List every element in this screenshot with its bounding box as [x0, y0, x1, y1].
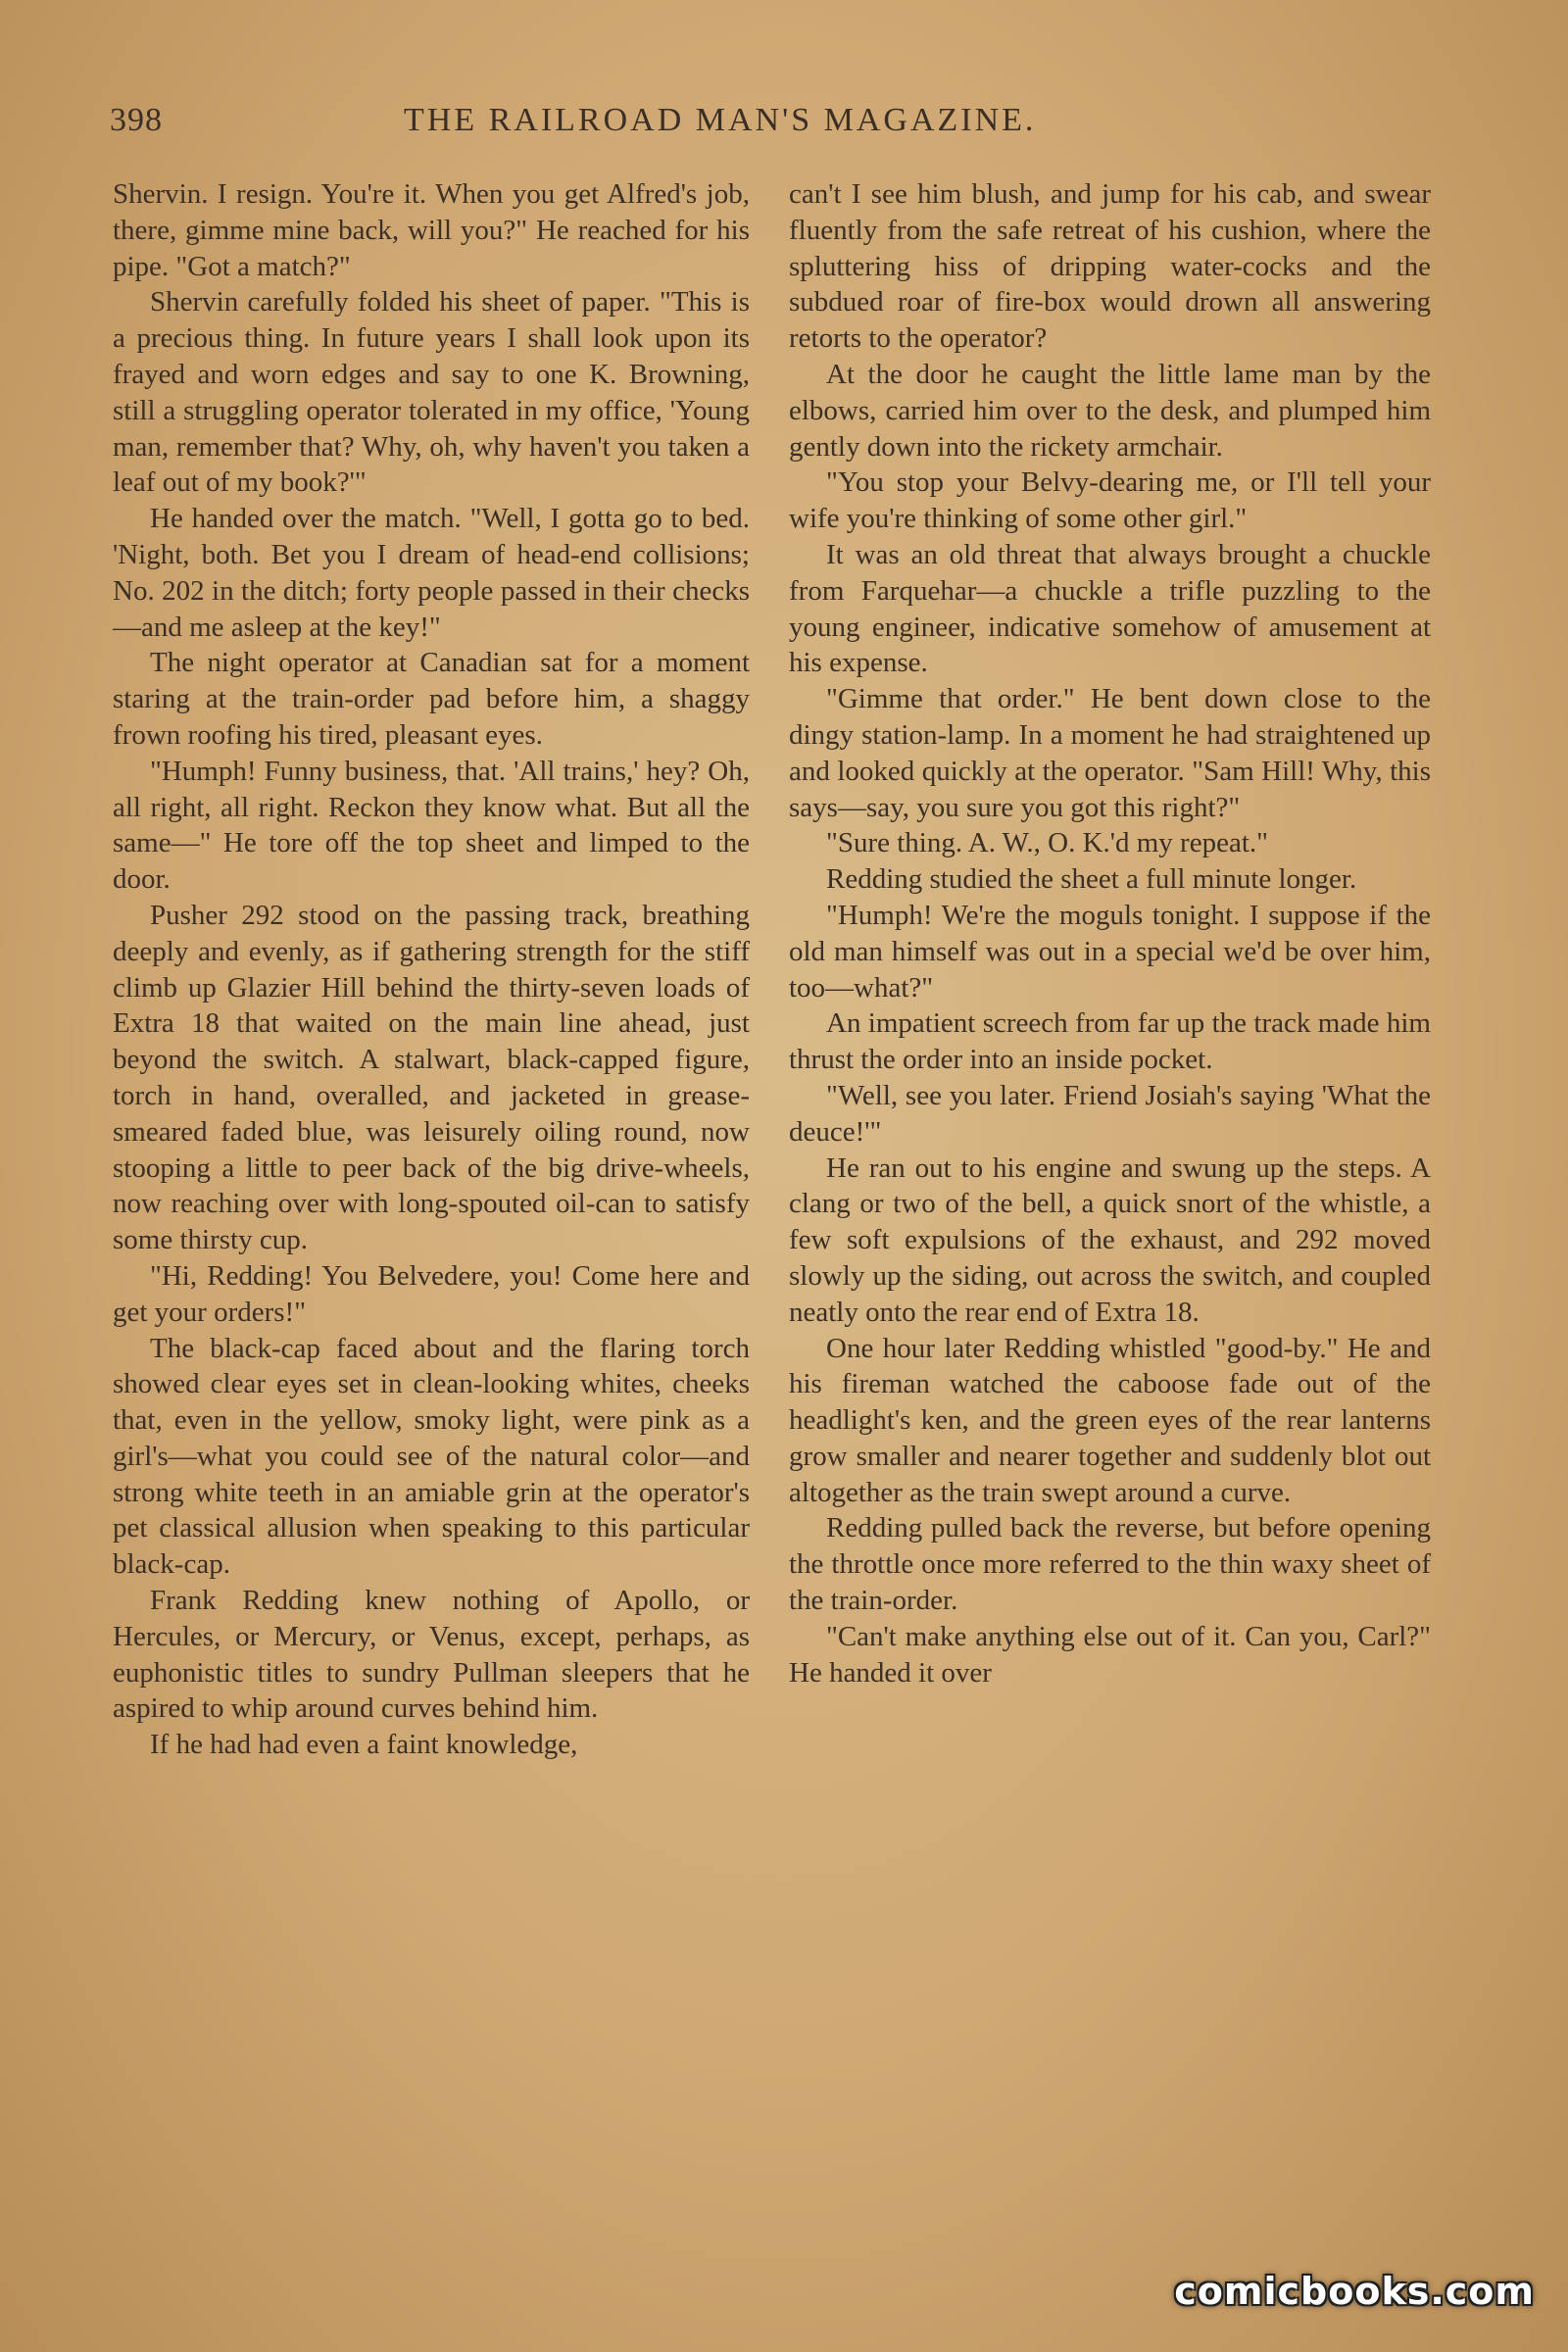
paragraph: "Humph! We're the moguls tonight. I suppose if the old man himself was out in a special we'd be over him, too—what?" — [789, 899, 1431, 1004]
running-title: THE RAILROAD MAN'S MAGAZINE. — [404, 102, 1037, 138]
right-column — [789, 176, 1431, 2215]
paragraph: Frank Redding knew nothing of Apollo, or Hercules, or Mercury, or Venus, except, perhaps, as euphonistic titles to sundry Pullman sleepers that he aspired to whip around curves behind him. — [113, 1585, 750, 1725]
paragraph: "Gimme that order." He bent down close to the dingy station-lamp. In a moment he had straightened up and looked quickly at the operator. "Sam Hill! Why, this says—say, you sure you got this right?" — [789, 683, 1431, 823]
left-column — [113, 176, 750, 2215]
watermark: comicbooks.com — [1174, 2270, 1535, 2313]
paragraph: Pusher 292 stood on the passing track, breathing deeply and evenly, as if gathering strength for the stiff climb up Glazier Hill behind the thirty-seven loads of Extra 18 that waited on the main line ahead, just beyond the switch. A stalwart, black-capped figure, torch in hand, overalled, and jacketed in grease-smeared faded blue, was leisurely oiling round, now stooping a little to peer back of the big drive-wheels, now reaching over with long-spouted oil-can to satisfy some thirsty cup. — [113, 899, 750, 1256]
paragraph: It was an old threat that always brought a chuckle from Farquehar—a chuckle a trifle puzzling to the young engineer, indicative somehow of amusement at his expense. — [789, 538, 1431, 679]
paragraph: One hour later Redding whistled "good-by." He and his fireman watched the caboose fade out of the headlight's ken, and the green eyes of the rear lanterns grow smaller and nearer together and suddenly blot out altogether as the train swept around a curve. — [789, 1332, 1431, 1508]
paragraph: At the door he caught the little lame man by the elbows, carried him over to the desk, and plumped him gently down into the rickety armchair. — [789, 358, 1431, 463]
paragraph: Redding studied the sheet a full minute longer. — [826, 863, 1357, 896]
paragraph: The night operator at Canadian sat for a moment staring at the train-order pad before him, a shaggy frown roofing his tired, pleasant eyes. — [113, 647, 750, 751]
paragraph: "Humph! Funny business, that. 'All trains,' hey? Oh, all right, all right. Reckon they know what. But all the same—" He tore off the top sheet and limped to the door. — [113, 755, 750, 896]
paragraph: "You stop your Belvy-dearing me, or I'll tell your wife you're thinking of some other girl." — [789, 466, 1431, 535]
paragraph: Shervin carefully folded his sheet of paper. "This is a precious thing. In future years I shall look upon its frayed and worn edges and say to one K. Browning, still a struggling operator tolerated in my office, 'Young man, remember that? Why, oh, why haven't you taken a leaf out of my book?'" — [113, 286, 750, 499]
paragraph: He handed over the match. "Well, I gotta go to bed. 'Night, both. Bet you I dream of head-end collisions; No. 202 in the ditch; forty people passed in their checks—and me asleep at the key!" — [113, 503, 750, 643]
paragraph: "Sure thing. A. W., O. K.'d my repeat." — [826, 827, 1268, 859]
paragraph: "Well, see you later. Friend Josiah's saying 'What the deuce!'" — [789, 1079, 1431, 1148]
paragraph: Shervin. I resign. You're it. When you get Alfred's job, there, gimme mine back, will you?" He reached for his pipe. "Got a match?" — [113, 178, 750, 282]
paragraph: The black-cap faced about and the flaring torch showed clear eyes set in clean-looking whites, cheeks that, even in the yellow, smoky light, were pink as a girl's—what you could see of the natural color—and strong white teeth in an amiable grin at the operator's pet classical allusion when speaking to this particular black-cap. — [113, 1332, 750, 1581]
page-header — [110, 102, 1139, 149]
paragraph: If he had had even a faint knowledge, — [150, 1729, 578, 1761]
paragraph: Redding pulled back the reverse, but before opening the throttle once more referred to the thin waxy sheet of the train-order. — [789, 1512, 1431, 1617]
paragraph: An impatient screech from far up the track made him thrust the order into an inside pocket. — [789, 1007, 1431, 1076]
paragraph: can't I see him blush, and jump for his cab, and swear fluently from the safe retreat of his cushion, where the spluttering hiss of dripping water-cocks and the subdued roar of fire-box would drown all answering retorts to the operator? — [789, 178, 1431, 355]
paragraph: "Can't make anything else out of it. Can you, Carl?" He handed it over — [789, 1620, 1431, 1689]
page-number: 398 — [110, 102, 163, 138]
paragraph: "Hi, Redding! You Belvedere, you! Come here and get your orders!" — [113, 1259, 750, 1328]
paragraph: He ran out to his engine and swung up the steps. A clang or two of the bell, a quick snort of the whistle, a few soft expulsions of the exhaust, and 292 moved slowly up the siding, out across the switch, and coupled neatly onto the rear end of Extra 18. — [789, 1152, 1431, 1328]
